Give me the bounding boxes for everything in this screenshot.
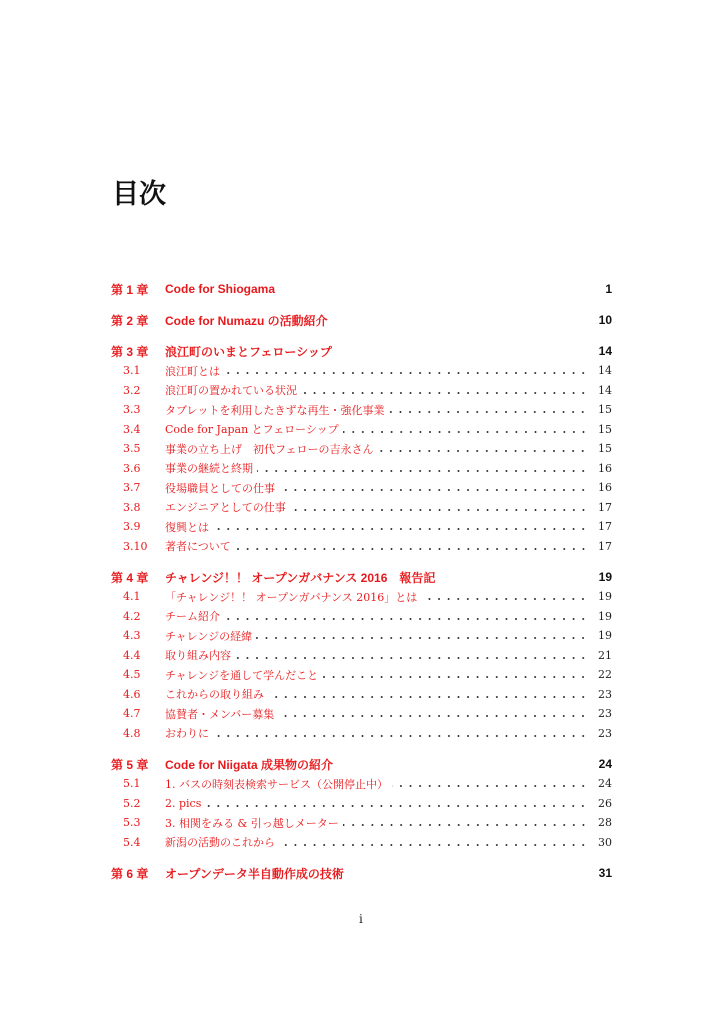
section-page: 23 bbox=[598, 687, 612, 701]
dot-leader bbox=[343, 823, 588, 827]
toc-section-entry[interactable] bbox=[111, 813, 612, 833]
toc-chapter-entry[interactable] bbox=[111, 754, 612, 774]
toc-section-entry[interactable] bbox=[111, 685, 612, 705]
dot-leader bbox=[388, 410, 588, 414]
dot-leader bbox=[224, 371, 588, 375]
dot-leader bbox=[256, 636, 588, 640]
section-page: 17 bbox=[598, 539, 612, 553]
section-number: 3.5 bbox=[123, 442, 141, 456]
dot-leader bbox=[224, 617, 588, 621]
toc-chapter-entry[interactable] bbox=[111, 279, 612, 299]
section-title: 「チャレンジ！！ オープンガバナンス 2016」とは bbox=[165, 590, 418, 604]
section-number: 3.9 bbox=[123, 520, 141, 534]
table-of-contents bbox=[111, 279, 612, 883]
section-page: 19 bbox=[598, 590, 612, 604]
section-number: 4.4 bbox=[123, 648, 141, 662]
section-number: 3.2 bbox=[123, 383, 141, 397]
toc-section-entry[interactable] bbox=[111, 724, 612, 744]
page-number: i bbox=[359, 912, 363, 926]
section-number: 4.6 bbox=[123, 687, 141, 701]
chapter-page: 19 bbox=[598, 570, 612, 584]
chapter-title: Code for Niigata 成果物の紹介 bbox=[165, 757, 334, 772]
section-number: 4.3 bbox=[123, 629, 141, 643]
section-page: 17 bbox=[598, 520, 612, 534]
section-title: 取り組み内容 bbox=[165, 649, 231, 663]
toc-section-entry[interactable] bbox=[111, 833, 612, 853]
toc-section-entry[interactable] bbox=[111, 361, 612, 381]
toc-section-entry[interactable] bbox=[111, 537, 612, 557]
toc-chapter-entry[interactable] bbox=[111, 341, 612, 361]
toc-chapter-entry[interactable] bbox=[111, 863, 612, 883]
section-number: 3.3 bbox=[123, 403, 141, 417]
chapter-title: 浪江町のいまとフェローシップ bbox=[165, 344, 332, 359]
toc-section-entry[interactable] bbox=[111, 774, 612, 794]
section-title: これからの取り組み bbox=[165, 688, 264, 702]
section-title: 1. バスの時刻表検索サービス（公開停止中） bbox=[165, 777, 388, 791]
section-title: 浪江町の置かれている状況 bbox=[165, 384, 297, 398]
section-page: 16 bbox=[598, 481, 612, 495]
section-page: 23 bbox=[598, 726, 612, 740]
section-number: 4.1 bbox=[123, 590, 141, 604]
dot-leader bbox=[257, 469, 588, 473]
chapter-title: Code for Shiogama bbox=[165, 282, 276, 296]
section-page: 14 bbox=[598, 383, 612, 397]
section-page: 16 bbox=[598, 461, 612, 475]
dot-leader bbox=[235, 547, 588, 551]
section-title: おわりに bbox=[165, 727, 209, 741]
section-title: 浪江町とは bbox=[165, 364, 220, 378]
chapter-page: 1 bbox=[605, 282, 612, 296]
section-number: 3.8 bbox=[123, 500, 141, 514]
dot-leader bbox=[235, 656, 588, 660]
dot-leader bbox=[278, 714, 588, 718]
toc-section-entry[interactable] bbox=[111, 794, 612, 814]
toc-section-entry[interactable] bbox=[111, 420, 612, 440]
section-page: 24 bbox=[598, 777, 612, 791]
section-page: 14 bbox=[598, 364, 612, 378]
toc-section-entry[interactable] bbox=[111, 665, 612, 685]
section-page: 22 bbox=[598, 668, 612, 682]
toc-section-entry[interactable] bbox=[111, 646, 612, 666]
dot-leader bbox=[343, 430, 588, 434]
chapter-page: 14 bbox=[598, 344, 612, 358]
dot-leader bbox=[213, 734, 588, 738]
toc-section-entry[interactable] bbox=[111, 517, 612, 537]
section-title: チーム紹介 bbox=[165, 610, 220, 624]
section-page: 15 bbox=[598, 403, 612, 417]
section-number: 3.1 bbox=[123, 364, 141, 378]
dot-leader bbox=[279, 843, 588, 847]
dot-leader bbox=[279, 488, 588, 492]
section-page: 30 bbox=[598, 835, 612, 849]
chapter-label: 第 2 章 bbox=[111, 313, 149, 328]
section-number: 3.6 bbox=[123, 461, 141, 475]
toc-section-entry[interactable] bbox=[111, 478, 612, 498]
section-page: 28 bbox=[598, 816, 612, 830]
section-number: 5.4 bbox=[123, 835, 141, 849]
section-number: 4.7 bbox=[123, 707, 141, 721]
section-title: 復興とは bbox=[165, 520, 209, 534]
chapter-title: チャレンジ！！ オープンガバナンス 2016 報告記 bbox=[165, 570, 436, 585]
dot-leader bbox=[377, 449, 588, 453]
toc-section-entry[interactable] bbox=[111, 498, 612, 518]
section-page: 15 bbox=[598, 442, 612, 456]
section-page: 19 bbox=[598, 629, 612, 643]
section-title: チャレンジを通して学んだこと bbox=[165, 668, 319, 682]
section-title: 役場職員としての仕事 bbox=[165, 481, 275, 495]
section-title: チャレンジの経緯 bbox=[165, 629, 253, 643]
toc-section-entry[interactable] bbox=[111, 381, 612, 401]
page-title: 目次 bbox=[112, 179, 166, 210]
toc-section-entry[interactable] bbox=[111, 400, 612, 420]
section-title: Code for Japan とフェローシップ bbox=[165, 423, 339, 437]
section-number: 4.8 bbox=[123, 726, 141, 740]
section-number: 3.10 bbox=[123, 539, 148, 553]
section-number: 5.2 bbox=[123, 796, 141, 810]
section-number: 5.3 bbox=[123, 816, 141, 830]
toc-section-entry[interactable] bbox=[111, 587, 612, 607]
section-title: 新潟の活動のこれから bbox=[165, 836, 275, 850]
chapter-label: 第 6 章 bbox=[111, 866, 149, 881]
section-title: 事業の継続と終期 bbox=[165, 462, 253, 476]
chapter-page: 24 bbox=[598, 757, 612, 771]
section-title: 3. 相関をみる & 引っ越しメーター bbox=[165, 816, 339, 830]
section-number: 4.5 bbox=[123, 668, 141, 682]
dot-leader bbox=[421, 597, 588, 601]
section-title: タブレットを利用したきずな再生・強化事業 bbox=[165, 403, 385, 417]
chapter-title: オープンデータ半自動作成の技術 bbox=[165, 866, 344, 881]
section-number: 3.7 bbox=[123, 481, 141, 495]
chapter-label: 第 3 章 bbox=[111, 344, 149, 359]
section-page: 23 bbox=[598, 707, 612, 721]
chapter-label: 第 4 章 bbox=[111, 570, 149, 585]
chapter-page: 10 bbox=[598, 313, 612, 327]
section-title: 事業の立ち上げ 初代フェローの吉永さん bbox=[165, 442, 374, 456]
toc-chapter-entry[interactable] bbox=[111, 310, 612, 330]
toc-section-entry[interactable] bbox=[111, 607, 612, 627]
section-page: 15 bbox=[598, 422, 612, 436]
section-page: 17 bbox=[598, 500, 612, 514]
chapter-title: Code for Numazu の活動紹介 bbox=[165, 313, 328, 328]
toc-section-entry[interactable] bbox=[111, 626, 612, 646]
section-title: 2. pics bbox=[165, 796, 202, 810]
section-title: 協賛者・メンバー募集 bbox=[165, 707, 275, 721]
chapter-label: 第 5 章 bbox=[111, 757, 149, 772]
section-page: 19 bbox=[598, 609, 612, 623]
dot-leader bbox=[290, 508, 588, 512]
section-title: エンジニアとしての仕事 bbox=[165, 501, 286, 515]
chapter-page: 31 bbox=[598, 866, 612, 880]
chapter-label: 第 1 章 bbox=[111, 282, 149, 297]
toc-section-entry[interactable] bbox=[111, 439, 612, 459]
section-title: 著者について bbox=[165, 540, 231, 554]
toc-chapter-entry[interactable] bbox=[111, 567, 612, 587]
toc-section-entry[interactable] bbox=[111, 459, 612, 479]
section-number: 5.1 bbox=[123, 777, 141, 791]
section-number: 3.4 bbox=[123, 422, 141, 436]
dot-leader bbox=[301, 391, 588, 395]
section-page: 26 bbox=[598, 796, 612, 810]
dot-leader bbox=[268, 695, 588, 699]
section-page: 21 bbox=[598, 648, 612, 662]
dot-leader bbox=[322, 675, 588, 679]
dot-leader bbox=[213, 527, 588, 531]
section-number: 4.2 bbox=[123, 609, 141, 623]
dot-leader bbox=[205, 804, 588, 808]
dot-leader bbox=[392, 784, 588, 788]
toc-section-entry[interactable] bbox=[111, 704, 612, 724]
